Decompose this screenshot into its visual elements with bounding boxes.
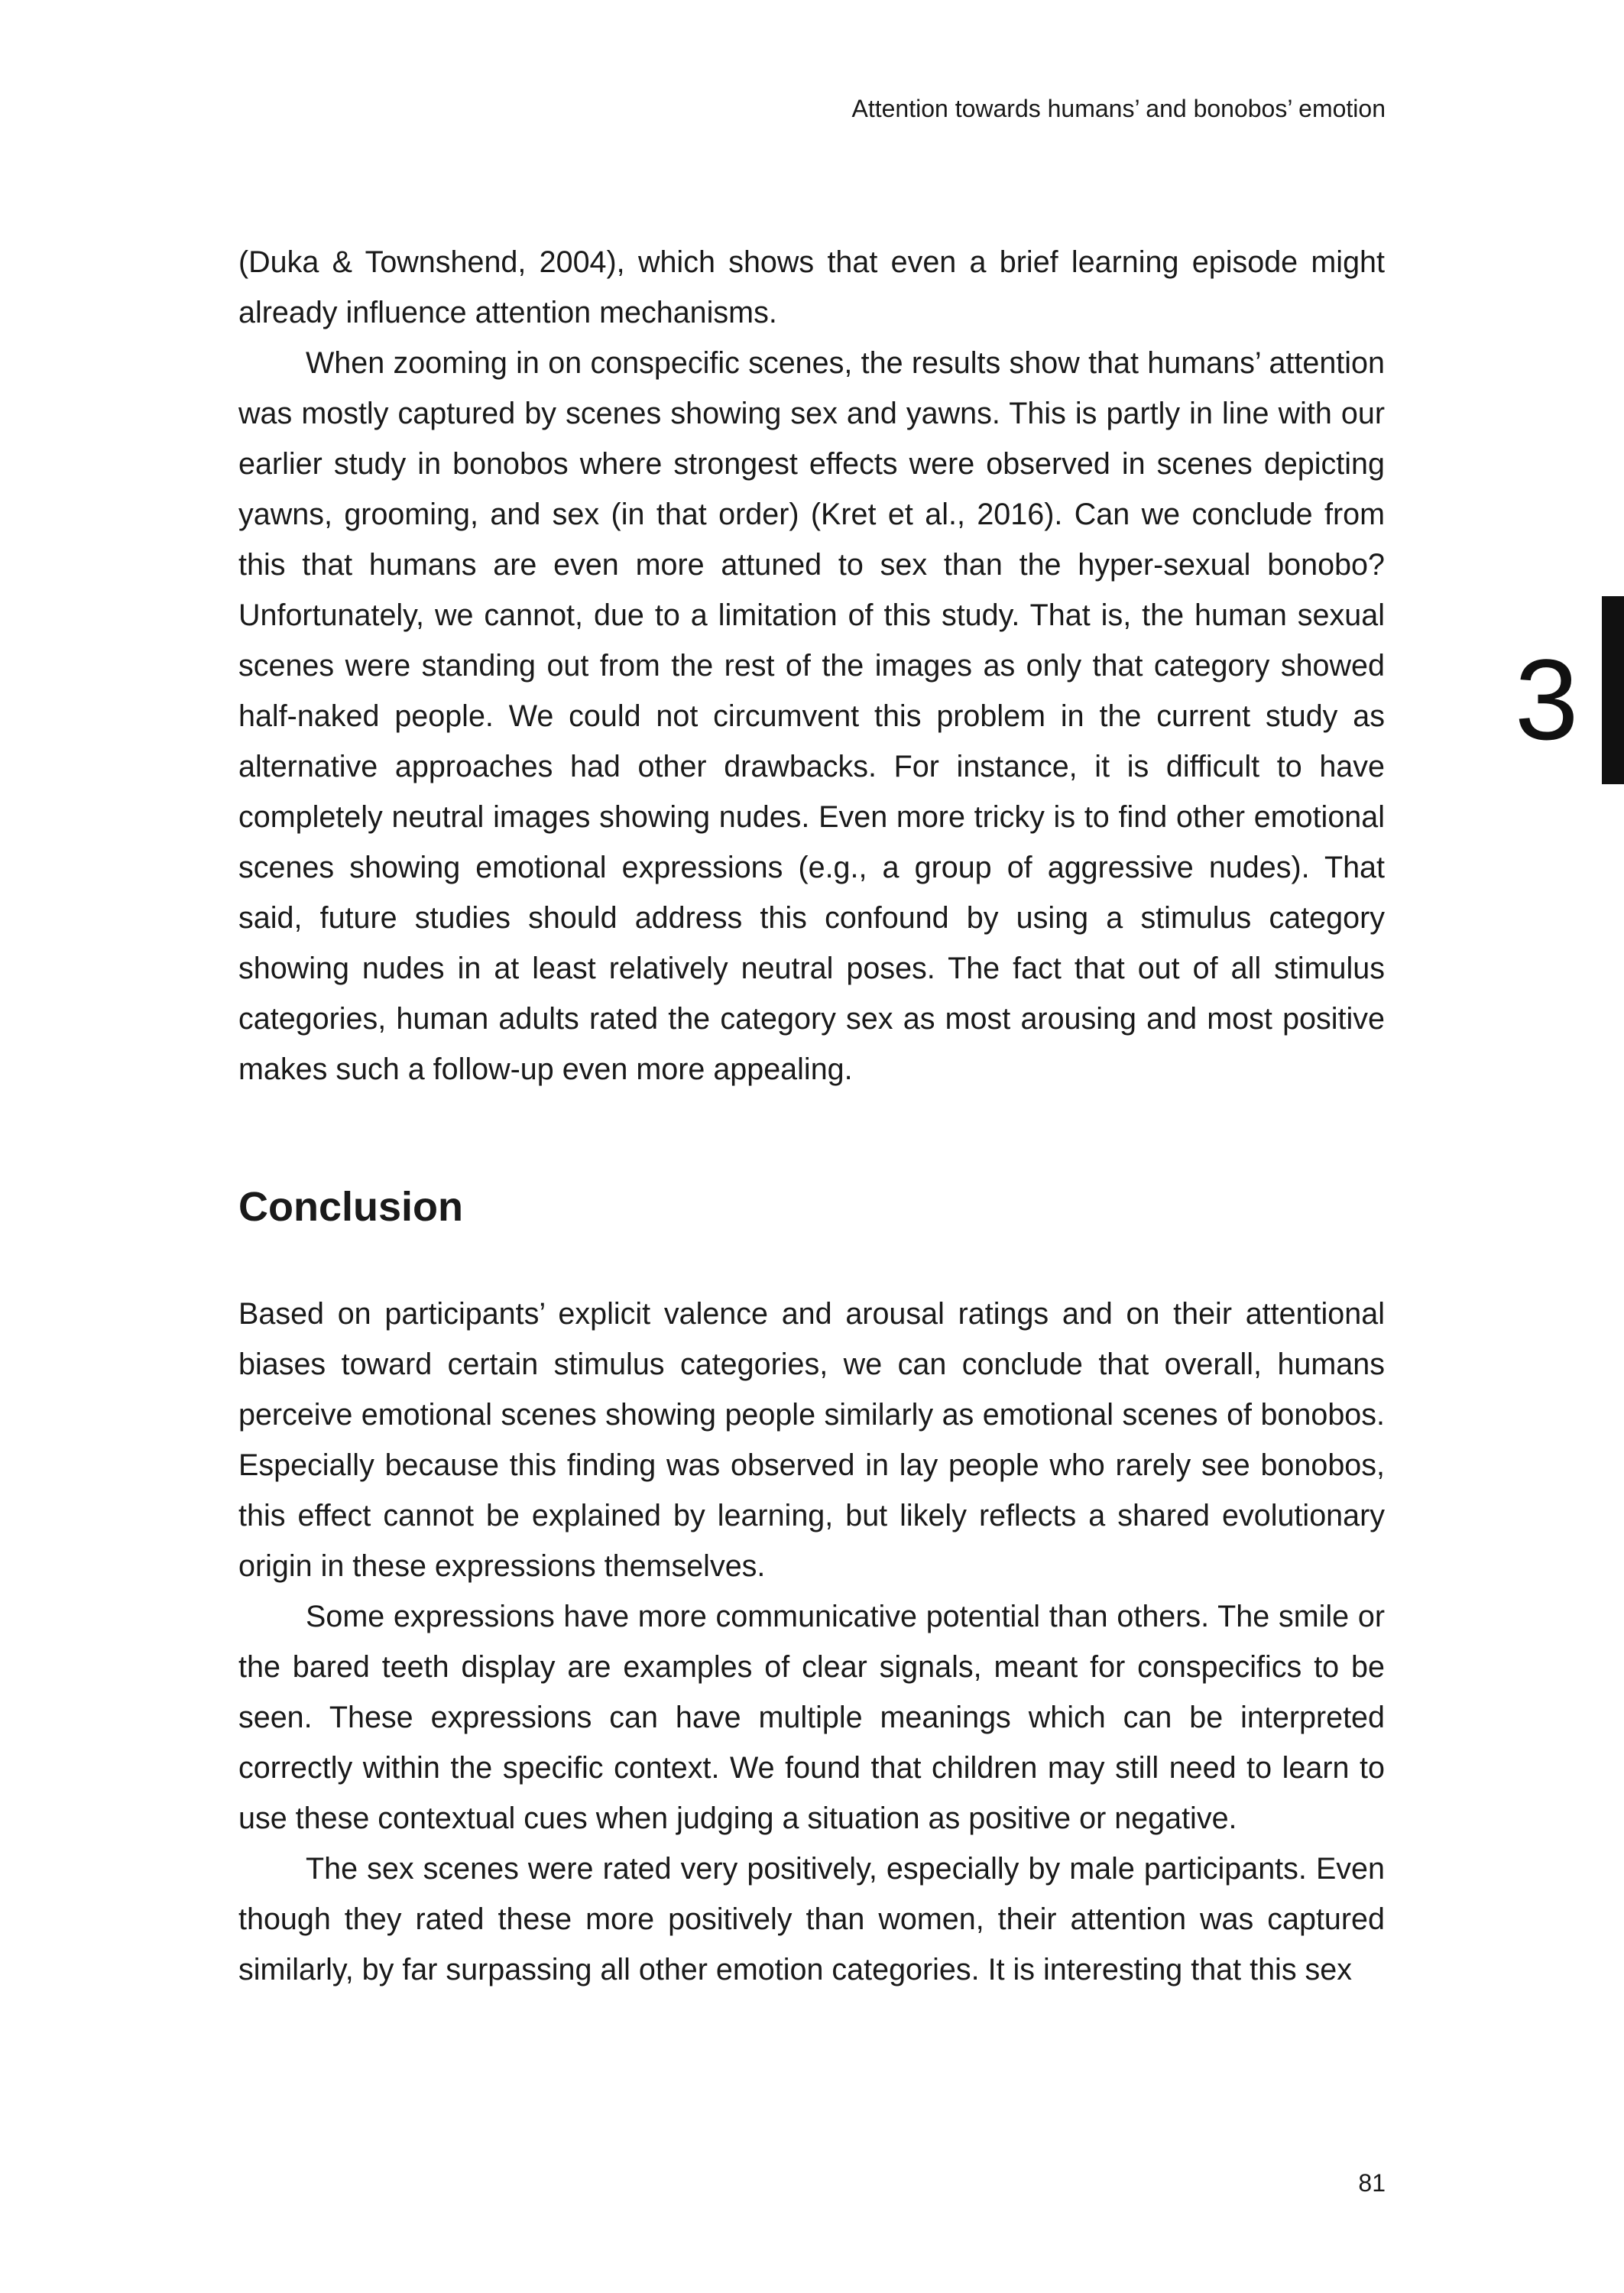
- page-number: 81: [1358, 2169, 1386, 2197]
- chapter-tab-marker: [1602, 596, 1624, 784]
- paragraph-conspecific-scenes: When zooming in on conspecific scenes, the results show that humans’ attention was mostly captured by scenes showing sex and yawns. This is partly in line with our earlier study in bonobos where strongest effects were observed in scenes depicting yawns, grooming, and sex (in that order) (Kret et al., 2016). Can we conclude from this that humans are even more attuned to sex than the hyper-sexual bonobo? Unfortunately, we cannot, due to a limitation of this study. That is, the human sexual scenes were standing out from the rest of the images as only that category showed half-naked people. We could not circumvent this problem in the current study as alternative approaches had other drawbacks. For instance, it is difficult to have completely neutral images showing nudes. Even more tricky is to find other emotional scenes showing emotional expressions (e.g., a group of aggressive nudes). That said, future studies should address this confound by using a stimulus category showing nudes in at least relatively neutral poses. The fact that out of all stimulus categories, human adults rated the category sex as most arousing and most positive makes such a follow-up even more appealing.: [238, 346, 1385, 1086]
- section-spacer: [238, 1234, 1385, 1289]
- section-heading-conclusion: Conclusion: [238, 1184, 463, 1230]
- paragraph-communicative-potential: Some expressions have more communicative potential than others. The smile or the bared teeth display are examples of clear signals, meant for conspecifics to be seen. These expressions can have multiple meanings which can be interpreted correctly within the specific context. We found that children may still need to learn to use these contextual cues when judging a situation as positive or negative.: [238, 1600, 1385, 1835]
- chapter-number: 3: [1515, 635, 1579, 764]
- paragraph-continuation: (Duka & Townshend, 2004), which shows that even a brief learning episode might already influence attention mechanisms.: [238, 245, 1385, 329]
- paragraph-conclusion-intro: Based on participants’ explicit valence and arousal ratings and on their attentional biases toward certain stimulus categories, we can conclude that overall, humans perceive emotional scenes showing people similarly as emotional scenes of bonobos. Especially because this finding was observed in lay people who rarely see bonobos, this effect cannot be explained by learning, but likely reflects a shared evolutionary origin in these expressions themselves.: [238, 1297, 1385, 1583]
- section-spacer: [238, 1095, 1385, 1180]
- running-header: Attention towards humans’ and bonobos’ emotion: [851, 95, 1386, 122]
- page-body: [238, 237, 1385, 1995]
- paragraph-sex-scenes: The sex scenes were rated very positively, especially by male participants. Even though they rated these more positively than women, their attention was captured similarly, by far surpassing all other emotion categories. It is interesting that this sex: [238, 1852, 1385, 1987]
